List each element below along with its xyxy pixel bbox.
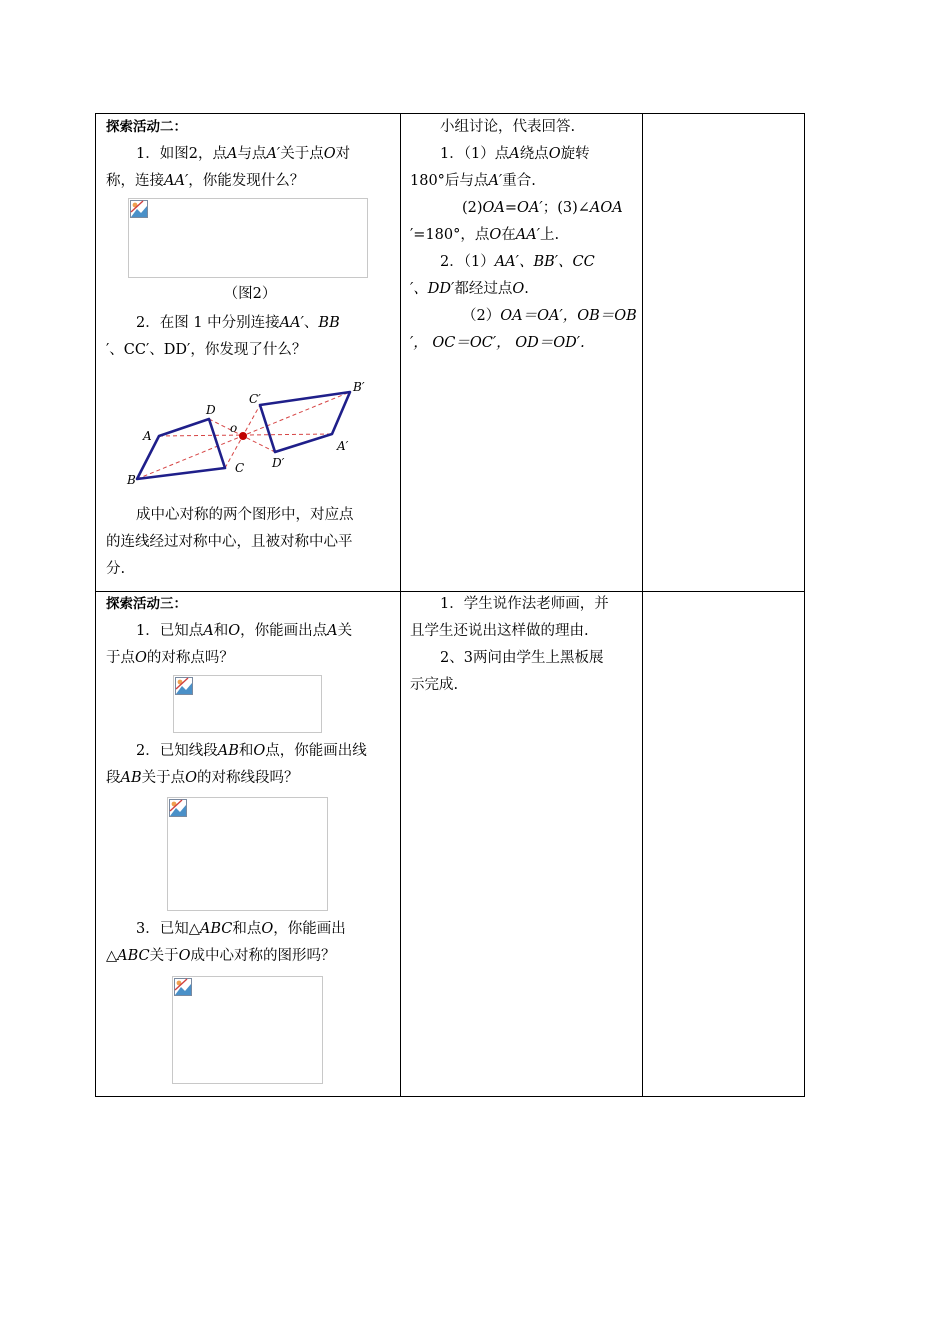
column-divider-1 [400,114,401,1096]
label-o: o [230,421,238,435]
broken-image-icon [130,200,148,218]
activity-3-image-3-placeholder [172,976,323,1084]
label-b: B [127,473,136,487]
quadrilateral-abcd [137,419,225,479]
center-point-o [239,432,247,440]
activity-2-cell: 探索活动二： 1．如图2，点A与点A′关于点O对 称，连接AA′，你能发现什么？ [106,114,394,195]
figure-2-image-placeholder [128,198,368,278]
activity-3-title: 探索活动三： [106,596,187,612]
activity-2-question-1: 1．如图2，点A与点A′关于点O对 [136,146,351,162]
activity-3-cell: 探索活动三： 1．已知点A和O，你能画出点A关 于点O的对称点吗？ [106,591,394,672]
activity-3-answer: 1．学生说作法老师画，并 且学生还说出这样做的理由. 2、3两问由学生上黑板展 示完成. [410,596,609,693]
column-divider-2 [642,114,643,1096]
label-d: D [206,403,216,417]
label-a: A [143,429,152,443]
activity-2-answer: 小组讨论，代表回答. 1．（1）点A绕点O旋转 180°后与点A′重合. (2)OA=OA′；(3)∠AOA ′=180°，点O在AA′上. 2．（1）AA′、BB′、CC ′、DD′都经过点O. （2）OA＝OA′，OB＝OB ′， OC＝OC′， OD＝OD′. [410,119,637,351]
label-d-prime: D′ [272,456,285,470]
activity-2-question-2: 2．在图 1 中分别连接AA′、BB ′、CC′、DD′，你发现了什么？ [106,315,340,358]
figure-2-caption: （图2） [223,286,277,302]
activity-2-title: 探索活动二： [106,119,187,135]
label-a-prime: A′ [337,439,349,453]
central-symmetry-figure [122,376,365,488]
broken-image-icon [174,978,192,996]
lesson-table [95,113,805,1097]
activity-3-question-2: 2．已知线段AB和O点，你能画出线 段AB关于点O的对称线段吗？ [106,743,367,786]
activity-3-question-3: 3．已知△ABC和点O，你能画出 △ABC关于O成中心对称的图形吗？ [106,921,346,964]
activity-3-image-2-placeholder [167,797,328,911]
label-b-prime: B′ [353,380,365,394]
activity-2-conclusion: 成中心对称的两个图形中，对应点 的连线经过对称中心，且被对称中心平 分. [106,507,354,577]
broken-image-icon [175,677,193,695]
broken-image-icon [169,799,187,817]
label-c-prime: C′ [249,392,261,406]
activity-3-question-1: 1．已知点A和O，你能画出点A关 [136,623,353,639]
label-c: C [235,461,245,475]
activity-3-image-1-placeholder [173,675,322,733]
